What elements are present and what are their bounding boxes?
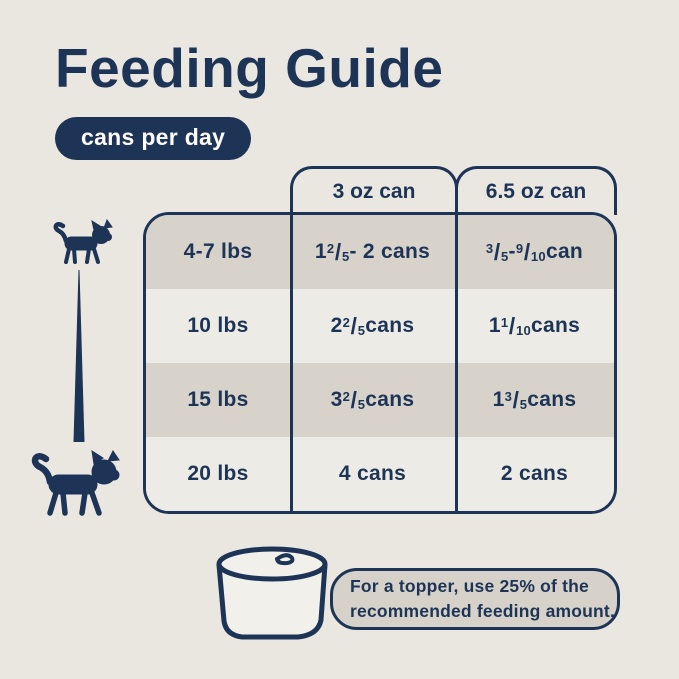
small-can-value-cell: 4 cans <box>338 462 407 485</box>
cans-per-day-badge: cans per day <box>55 117 251 160</box>
table-row <box>146 215 614 289</box>
column-header-6-5oz-can: 6.5 oz can <box>455 166 617 215</box>
weight-cell: 10 lbs <box>187 314 249 337</box>
large-cat-icon <box>30 449 128 519</box>
column-divider <box>455 215 458 511</box>
table-row <box>146 289 614 363</box>
can-icon <box>211 543 335 645</box>
weight-cell: 15 lbs <box>187 388 249 411</box>
table-row <box>146 437 614 511</box>
column-divider <box>290 215 293 511</box>
table-row <box>146 363 614 437</box>
topper-note <box>330 568 620 630</box>
table-rows <box>146 215 614 511</box>
weight-cell: 4-7 lbs <box>183 240 253 263</box>
weight-cell: 20 lbs <box>187 462 249 485</box>
column-header-3oz-can: 3 oz can <box>290 166 458 215</box>
small-cat-icon <box>52 219 116 267</box>
page-title: Feeding Guide <box>55 37 444 99</box>
weight-scale-wedge <box>70 270 88 442</box>
large-can-value-cell: 1 $^1/_{10}$ cans <box>488 312 581 339</box>
feeding-table <box>143 212 617 514</box>
topper-note-line2: recommended feeding amount. <box>350 601 616 621</box>
large-can-value-cell: 2 cans <box>500 462 569 485</box>
large-can-value-cell: 1 $^3/_5$ cans <box>492 386 577 413</box>
small-can-value-cell: 2 $^2/_5$ cans <box>330 312 415 339</box>
small-can-value-cell: 3 $^2/_5$ cans <box>330 386 415 413</box>
small-can-value-cell: 1 $^2/_5$ - 2 cans <box>314 238 431 265</box>
large-can-value-cell: $^3/_5$ - $^9/_{10}$ can <box>485 238 584 265</box>
topper-note-line1: For a topper, use 25% of the <box>350 575 589 596</box>
